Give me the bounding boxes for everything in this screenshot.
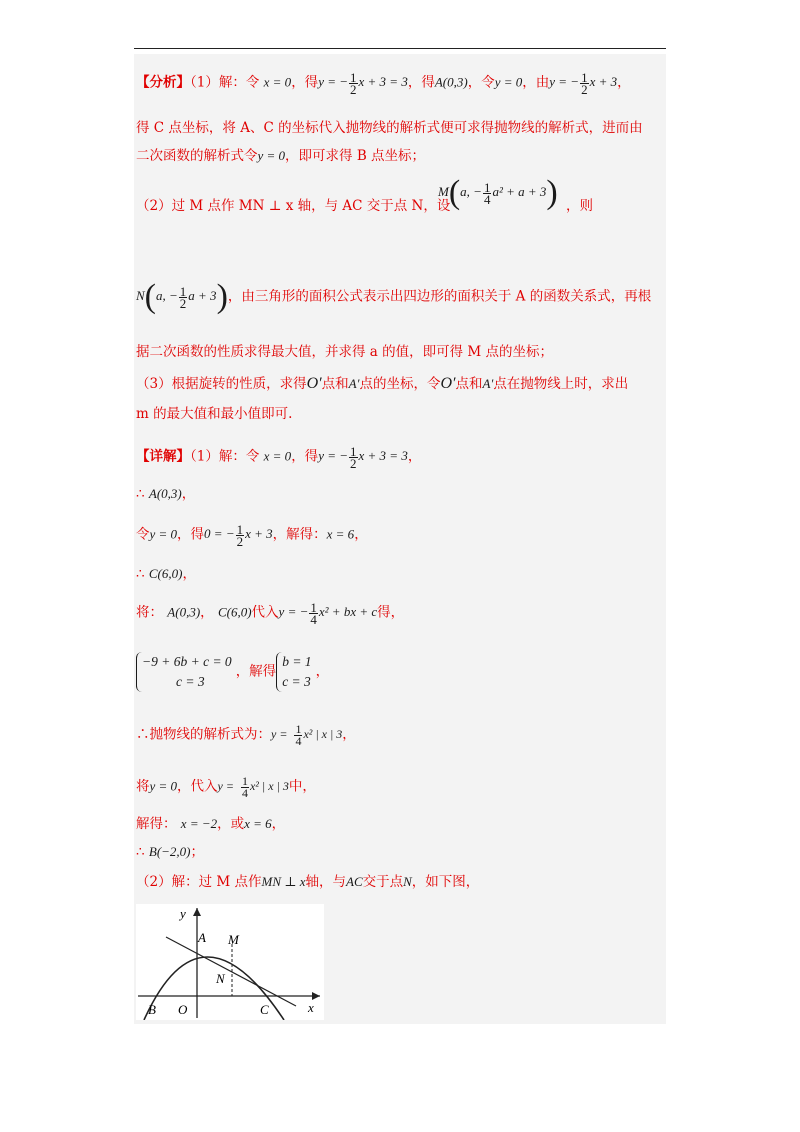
label-O: O bbox=[178, 1002, 188, 1017]
math-B: B(−2,0) bbox=[148, 844, 191, 859]
math-y-eq: y = − $\frac{1}{2}$ x + 3 = 3 bbox=[318, 70, 408, 97]
text: ∴抛物线的解析式为： bbox=[136, 726, 271, 743]
text: ，得 bbox=[177, 526, 205, 543]
detail-line-4 bbox=[136, 564, 196, 584]
text: 轴，与 bbox=[305, 874, 346, 890]
text: ，代入 bbox=[177, 778, 218, 795]
analysis-line-1 bbox=[136, 72, 631, 95]
analysis-line-2: 得 C 点坐标，将 A、C 的坐标代入抛物线的解析式便可求得抛物线的解析式，进而由 bbox=[136, 120, 643, 136]
label-y: y bbox=[180, 906, 186, 921]
text: ，令 bbox=[467, 74, 495, 91]
parabola-figure bbox=[136, 904, 324, 1020]
math-A: A(0,3) bbox=[167, 604, 201, 620]
text: 点和 bbox=[455, 376, 483, 392]
x-axis-arrow bbox=[312, 992, 320, 1000]
math-M-point: M(a, − $\frac{1}{4}$ a² + a + 3) bbox=[438, 174, 558, 212]
label-A: A bbox=[198, 930, 206, 945]
detail-line-9 bbox=[136, 814, 285, 834]
text: 点和 bbox=[321, 376, 349, 392]
analysis-line-7 bbox=[136, 374, 628, 394]
text: 解得： bbox=[136, 816, 177, 832]
figure-svg bbox=[136, 904, 324, 1020]
y-axis-arrow bbox=[193, 908, 201, 916]
math-x0: x = 0 bbox=[263, 74, 292, 90]
math-xm2: x = −2 bbox=[180, 816, 218, 831]
label-N: N bbox=[216, 971, 225, 986]
header-rule bbox=[134, 48, 666, 49]
text: 令 bbox=[136, 526, 150, 543]
math-MN: MN ⊥ x bbox=[261, 874, 306, 889]
math-y0: y = 0 bbox=[257, 148, 286, 163]
text: ， bbox=[342, 726, 356, 743]
analysis-then: ，则 bbox=[566, 198, 593, 214]
text: ， bbox=[182, 566, 196, 582]
math-Aprime: A′ bbox=[482, 376, 494, 391]
text: ，如下图， bbox=[411, 874, 480, 890]
text: 交于点 bbox=[362, 874, 404, 890]
text: ，得 bbox=[291, 74, 319, 91]
equation-system: −9 + 6b + c = 0 c = 3 bbox=[136, 652, 236, 692]
analysis-tag: 【分析】 bbox=[136, 74, 190, 91]
text: ，解得 bbox=[235, 663, 277, 680]
label-M: M bbox=[228, 932, 239, 947]
text: ， bbox=[181, 486, 196, 502]
math-x6: x = 6 bbox=[326, 526, 355, 542]
solution-system: b = 1 c = 3 bbox=[276, 652, 315, 692]
text: ，解得： bbox=[272, 526, 327, 543]
math-C: C(6,0) bbox=[217, 604, 252, 620]
text: ， bbox=[617, 74, 631, 91]
math-N: N bbox=[403, 874, 412, 889]
text: ， bbox=[271, 816, 286, 832]
analysis-line-8: m 的最大值和最小值即可. bbox=[136, 406, 293, 422]
text: （2）解：过 M 点作 bbox=[136, 874, 262, 890]
label-B: B bbox=[148, 1002, 156, 1017]
text: （3）根据旋转的性质，求得 bbox=[136, 376, 307, 392]
therefore: ∴ bbox=[136, 486, 145, 502]
detail-line-1 bbox=[136, 446, 421, 469]
math-y0: y = 0 bbox=[149, 778, 178, 794]
math-y0: y = 0 bbox=[494, 74, 523, 90]
math-A: A(0,3) bbox=[434, 74, 468, 90]
text: ，或 bbox=[217, 816, 245, 832]
math-x6: x = 6 bbox=[244, 816, 272, 831]
detail-line-5 bbox=[136, 602, 404, 625]
math-result: y = $\frac{1}{4}$ x² | x | 3 bbox=[217, 774, 289, 800]
therefore: ∴ bbox=[136, 566, 145, 582]
text: ， bbox=[200, 604, 214, 621]
text: 二次函数的解析式令 bbox=[136, 148, 258, 164]
therefore: ∴ bbox=[136, 844, 145, 860]
text: ， bbox=[407, 448, 422, 465]
text: 中， bbox=[288, 778, 316, 795]
text: 点的坐标，令 bbox=[359, 376, 441, 392]
math-parabola: y = − $\frac{1}{4}$ x² + bx + c bbox=[278, 600, 378, 627]
math-Aprime: A′ bbox=[348, 376, 360, 391]
math-A: A(0,3) bbox=[148, 486, 182, 501]
detail-line-7 bbox=[136, 724, 356, 747]
text: （2）过 M 点作 MN ⊥ x 轴，与 AC 交于点 N，设 bbox=[136, 198, 451, 214]
text: （1）解：令 bbox=[190, 448, 260, 465]
math-Oprime: O′ bbox=[306, 375, 322, 392]
text: 得， bbox=[377, 604, 405, 621]
math-Oprime: O′ bbox=[440, 375, 456, 392]
math-C: C(6,0) bbox=[148, 566, 183, 581]
label-C: C bbox=[260, 1002, 269, 1017]
math-line: y = − $\frac{1}{2}$ x + 3 bbox=[549, 70, 618, 97]
detail-line-8 bbox=[136, 776, 316, 799]
math-result: y = $\frac{1}{4}$ x² | x | 3 bbox=[271, 722, 343, 748]
text: ，即可求得 B 点坐标； bbox=[285, 148, 426, 164]
text: ， bbox=[315, 663, 330, 680]
label-x: x bbox=[308, 1000, 314, 1015]
detail-line-3 bbox=[136, 524, 368, 547]
detail-line-11 bbox=[136, 872, 479, 892]
analysis-line-4 bbox=[136, 196, 450, 216]
text: ，由三角形的面积公式表示出四边形的面积关于 A 的函数关系式，再根 bbox=[227, 288, 652, 305]
text: ， bbox=[354, 526, 368, 543]
math-N-point: N(a, − $\frac{1}{2}$ a + 3) bbox=[136, 278, 228, 316]
detail-line-6 bbox=[136, 652, 329, 692]
text: 将 bbox=[136, 778, 150, 795]
text: 点在抛物线上时，求出 bbox=[493, 376, 629, 392]
analysis-line-6: 据二次函数的性质求得最大值，并求得 a 的值，即可得 M 点的坐标； bbox=[136, 344, 554, 360]
math-AC: AC bbox=[346, 874, 363, 889]
text: （1）解：令 bbox=[190, 74, 260, 91]
text: 将： bbox=[136, 604, 163, 621]
text: 代入 bbox=[251, 604, 279, 621]
detail-line-10 bbox=[136, 842, 204, 862]
math-y0: y = 0 bbox=[149, 526, 178, 542]
analysis-line-3 bbox=[136, 146, 425, 166]
math-y-eq: y = − $\frac{1}{2}$ x + 3 = 3 bbox=[318, 444, 408, 471]
text: ，得 bbox=[291, 448, 319, 465]
text: ； bbox=[190, 844, 205, 860]
math-zero-eq: 0 = − $\frac{1}{2}$ x + 3 bbox=[204, 522, 273, 549]
detail-line-2 bbox=[136, 484, 195, 504]
analysis-line-5 bbox=[136, 278, 652, 316]
detail-tag: 【详解】 bbox=[136, 448, 190, 465]
text: ，由 bbox=[522, 74, 550, 91]
text: ，得 bbox=[407, 74, 435, 91]
math-x0: x = 0 bbox=[263, 448, 292, 464]
